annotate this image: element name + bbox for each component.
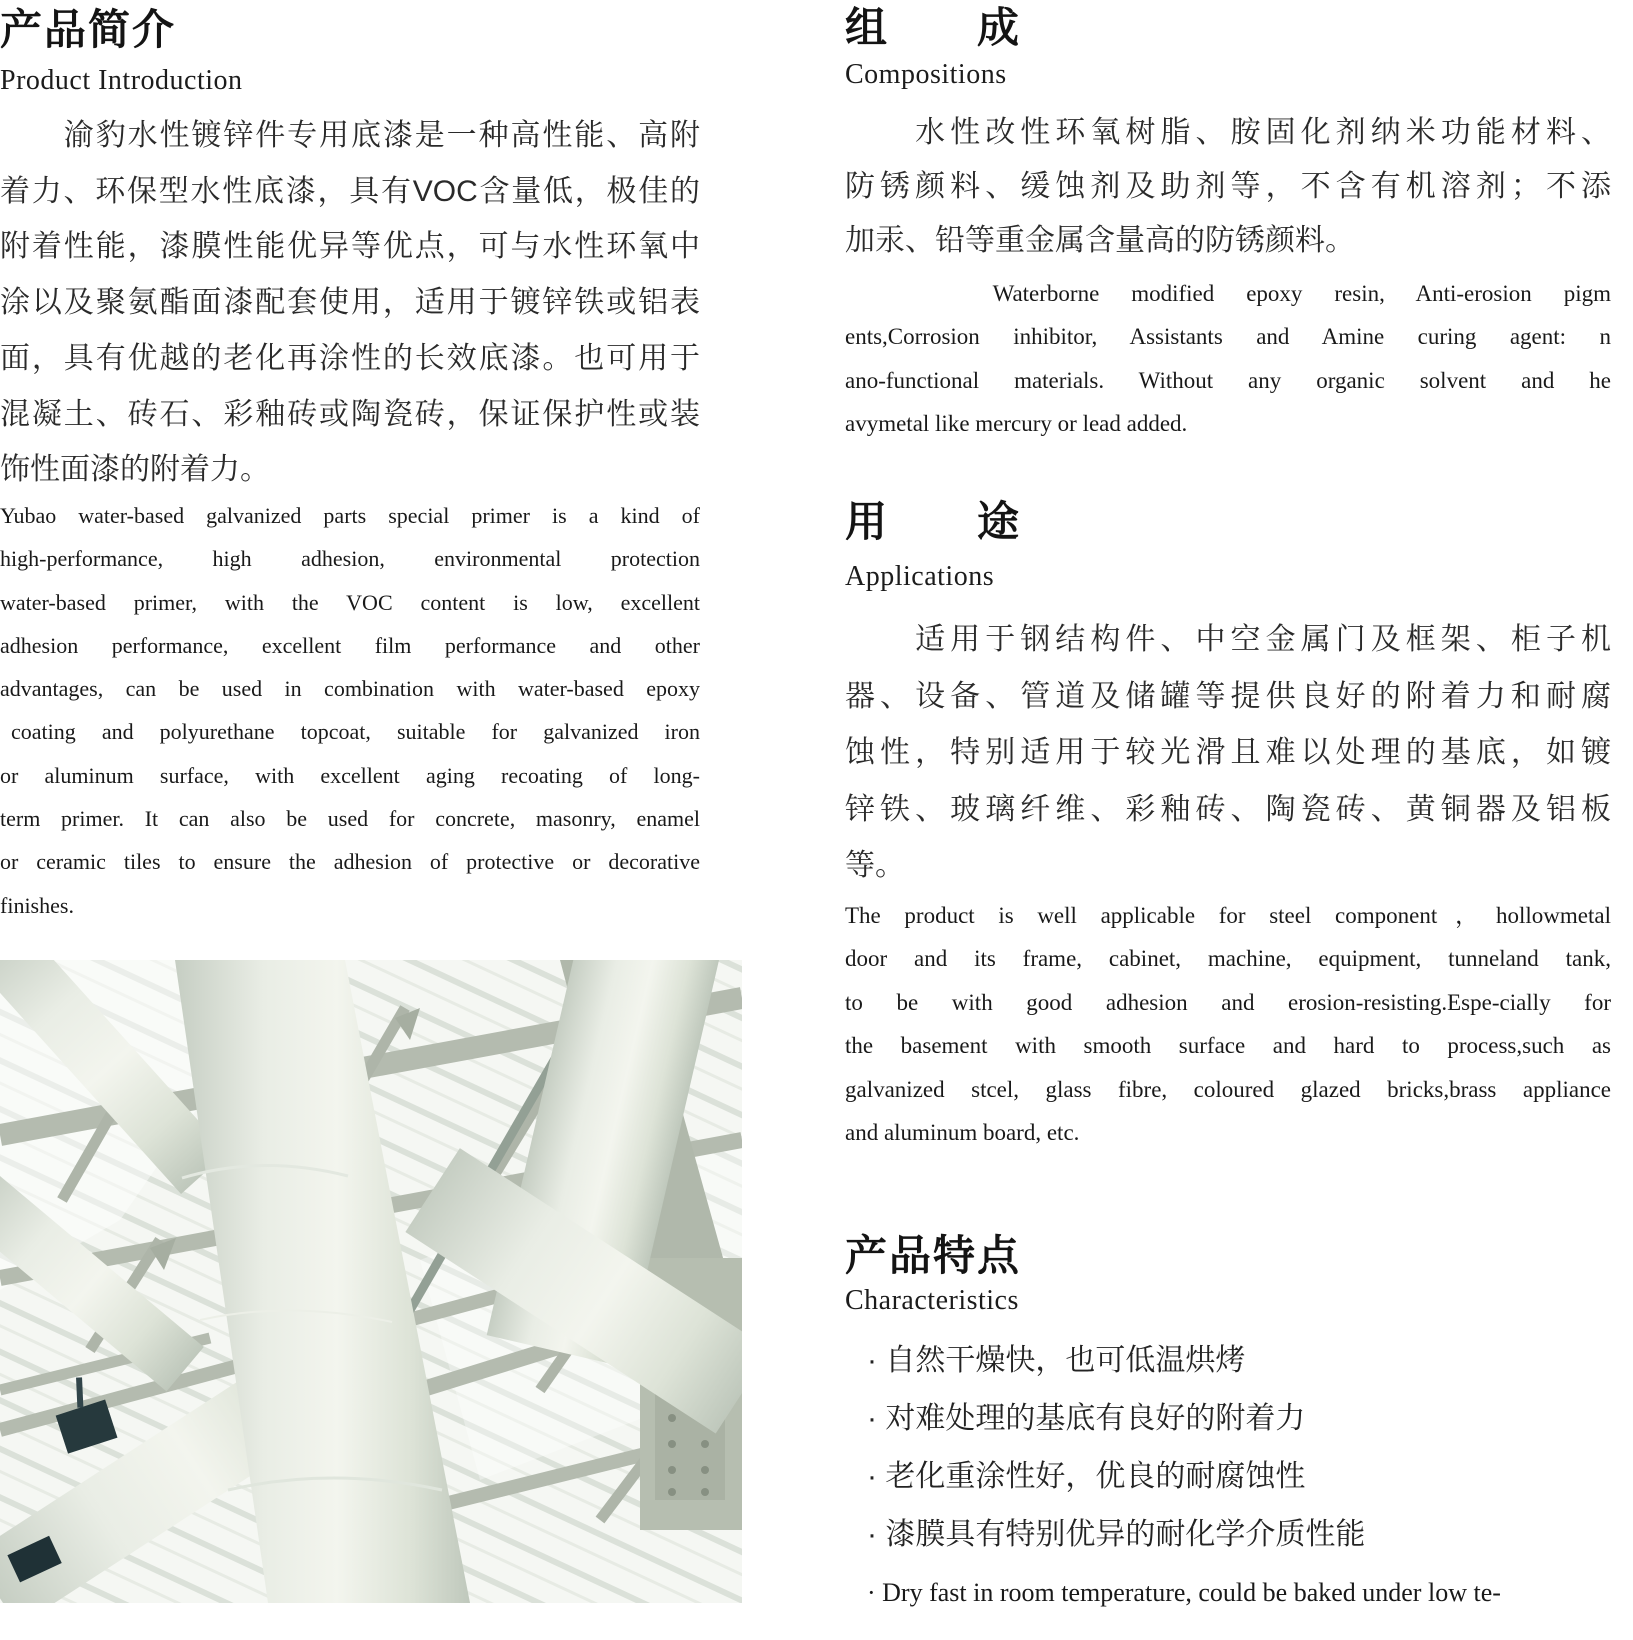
text-line: the basement with smooth surface and hard to process,such as <box>845 1033 1611 1059</box>
text-line: · Dry fast in room temperature, could be baked under low te- <box>867 1578 1501 1607</box>
text-line: water-based primer, with the VOC content is low, excellent <box>0 589 700 615</box>
compositions-title-zh: 组 成 <box>845 4 1022 51</box>
text-line: 加汞、铅等重金属含量高的防锈颜料。 <box>845 224 1355 257</box>
text-line: 水性改性环氧树脂、胺固化剂纳米功能材料、 <box>845 116 1611 149</box>
characteristics-bullet-list <box>845 1332 1633 1622</box>
text-line: door and its frame, cabinet, machine, equipment, tunneland tank, <box>845 946 1611 972</box>
product-introduction-title-zh: 产品简介 <box>0 6 177 53</box>
text-line: to be with good adhesion and erosion-resisting.Espe-cially for <box>845 989 1611 1015</box>
text-line: galvanized stcel, glass fibre, coloured glazed bricks,brass appliance <box>845 1076 1611 1102</box>
text-line: 等。 <box>845 849 905 882</box>
steel-structure-illustration <box>0 960 742 1603</box>
text-line: Yubao water-based galvanized parts special primer is a kind of <box>0 503 700 528</box>
compositions-title-en: Compositions <box>845 59 1007 90</box>
text-line: high-performance, high adhesion, environmental protection <box>0 546 700 572</box>
text-line: · 自然干燥快，也可低温烘烤 <box>867 1344 1246 1377</box>
text-line: 器、设备、管道及储罐等提供良好的附着力和耐腐 <box>845 679 1611 713</box>
text-line: ano-functional materials. Without any organic solvent and he <box>845 367 1611 393</box>
compositions-text-zh <box>845 106 1611 268</box>
steel-structure-photo <box>0 960 742 1603</box>
text-line: 蚀性，特别适用于较光滑且难以处理的基底，如镀 <box>845 736 1611 769</box>
text-line: advantages, can be used in combination with water-based epoxy <box>0 676 700 702</box>
text-line: · 老化重涂性好，优良的耐腐蚀性 <box>867 1460 1306 1493</box>
text-line: 混凝土、砖石、彩釉砖或陶瓷砖，保证保护性或装 <box>0 397 700 431</box>
text-line: 锌铁、玻璃纤维、彩釉砖、陶瓷砖、黄铜器及铝板 <box>845 792 1611 826</box>
text-line: 着力、环保型水性底漆，具有VOC含量低，极佳的 <box>0 174 700 208</box>
product-introduction-text-en <box>0 494 700 927</box>
text-line: The product is well applicable for steel component，hollowmetal <box>845 903 1611 928</box>
text-line: or aluminum surface, with excellent aging recoating of long- <box>0 762 700 788</box>
text-line: or ceramic tiles to ensure the adhesion of protective or decorative <box>0 849 700 875</box>
text-line: adhesion performance, excellent film performance and other <box>0 632 700 658</box>
characteristics-title-en: Characteristics <box>845 1285 1019 1316</box>
text-line: 渝豹水性镀锌件专用底漆是一种高性能、高附 <box>0 119 700 152</box>
product-introduction-title-en: Product Introduction <box>0 65 243 96</box>
text-line: Waterborne modified epoxy resin, Anti-erosion pigm <box>845 281 1611 306</box>
text-line: · 对难处理的基底有良好的附着力 <box>867 1402 1306 1435</box>
text-line: 适用于钢结构件、中空金属门及框架、柜子机 <box>845 623 1611 656</box>
applications-text-zh <box>845 612 1611 895</box>
applications-title-zh: 用 途 <box>845 498 1022 545</box>
text-line: term primer. It can also be used for concrete, masonry, enamel <box>0 806 700 832</box>
text-line: · 漆膜具有特别优异的耐化学介质性能 <box>867 1518 1366 1551</box>
text-line: 涂以及聚氨酯面漆配套使用，适用于镀锌铁或铝表 <box>0 286 700 320</box>
applications-text-en <box>845 894 1611 1154</box>
text-line: 防锈颜料、缓蚀剂及助剂等，不含有机溶剂；不添 <box>845 170 1611 203</box>
text-line: 附着性能，漆膜性能优异等优点，可与水性环氧中 <box>0 230 700 264</box>
text-line: ents,Corrosion inhibitor, Assistants and Amine curing agent: n <box>845 324 1611 350</box>
text-line: coating and polyurethane topcoat, suitable for galvanized iron <box>0 719 700 745</box>
compositions-text-en <box>845 272 1611 446</box>
text-line: and aluminum board, etc. <box>845 1120 1080 1146</box>
characteristics-title-zh: 产品特点 <box>845 1232 1022 1279</box>
applications-title-en: Applications <box>845 561 995 592</box>
text-line: 面，具有优越的老化再涂性的长效底漆。也可用于 <box>0 341 700 375</box>
text-line: 饰性面漆的附着力。 <box>0 453 270 487</box>
text-line: avymetal like mercury or lead added. <box>845 411 1188 437</box>
product-introduction-text-zh <box>0 108 700 498</box>
text-line: finishes. <box>0 892 74 918</box>
